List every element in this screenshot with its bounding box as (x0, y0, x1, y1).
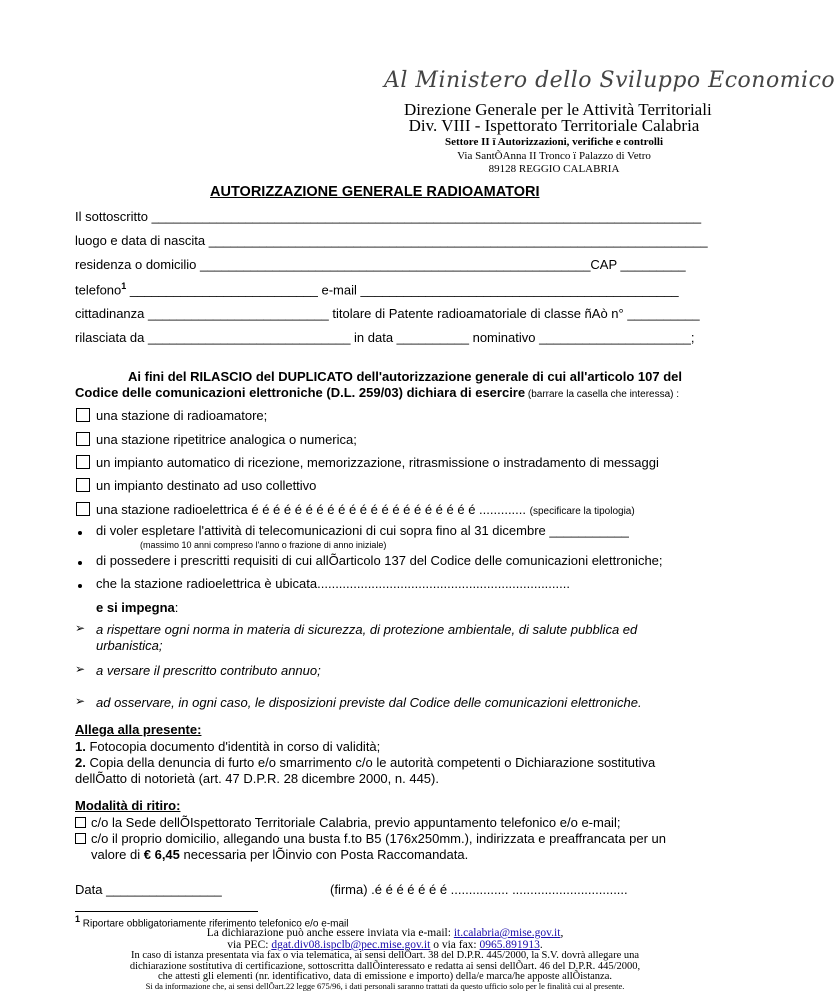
intro-line-1: Ai fini del RILASCIO del DUPLICATO dell'autorizzazione generale di cui all'articolo 107 del (128, 369, 682, 384)
footnote-separator (75, 911, 258, 912)
header-address-2: 89128 REGGIO CALABRIA (488, 163, 620, 175)
ritiro-valore-pre: valore di (91, 847, 144, 862)
intro-line-2-note: (barrare la casella che interessa) : (525, 389, 680, 400)
checkbox-label-radioelettrica (96, 502, 635, 517)
arrow-icon: ➢ (75, 662, 86, 676)
footnote-text: Riportare obbligatoriamente riferimento telefonico e/o e-mail (80, 918, 349, 930)
footer-fax-post: . (539, 939, 543, 951)
allega-item-1 (75, 739, 380, 754)
impegno-contributo: a versare il prescritto contributo annuo; (96, 663, 321, 678)
allega-item-1-text: Fotocopia documento d'identità in corso di validità; (85, 739, 381, 754)
ministry-heading: Al Ministero dello Sviluppo Economico (384, 68, 835, 93)
bullet-dot (78, 531, 82, 535)
header-sector: Settore II ï Autorizzazioni, verifiche e controlli (444, 136, 663, 148)
checkbox-ritiro-sede[interactable] (75, 817, 86, 828)
field-sottoscritto[interactable]: Il sottoscritto ____________________________________________________________________________ (75, 209, 702, 224)
impegna-label: e si impegna (96, 600, 175, 615)
impegno-sicurezza-cont: urbanistica; (96, 638, 163, 653)
header-address-1: Via SantÕAnna II Tronco ï Palazzo di Vetro (457, 150, 651, 162)
allega-item-1-num: 1. (75, 739, 86, 754)
allega-item-2-num: 2. (75, 755, 86, 770)
checkbox-label-ripetitrice: una stazione ripetitrice analogica o numerica; (96, 432, 357, 447)
checkbox-label-radioamatore: una stazione di radioamatore; (96, 408, 268, 423)
impegna-colon: : (174, 600, 179, 615)
footer-line-1 (60, 927, 710, 939)
bullet-dot (78, 584, 82, 588)
bullet-espletare: di voler espletare l'attività di telecomunicazioni di cui sopra fino al 31 dicembre ___________ (96, 523, 629, 538)
ritiro-option-sede[interactable] (75, 815, 620, 830)
checkbox-label-impianto-automatico: un impianto automatico di ricezione, memorizzazione, ritrasmissione o instradamento di messaggi (96, 455, 659, 470)
checkbox-stazione-ripetitrice[interactable] (76, 432, 90, 446)
intro-line-2-main: Codice delle comunicazioni elettroniche (D.L. 259/03) dichiara di esercire (75, 385, 526, 400)
footer-email-pre: La dichiarazione può anche essere inviata via e-mail: (206, 927, 454, 939)
header-line-1: Direzione Generale per le Attività Territoriali (404, 100, 712, 119)
header-line-2: Div. VIII - Ispettorato Territoriale Calabria (408, 116, 700, 135)
footer-fax-pre: o via fax: (430, 939, 480, 951)
bullet-espletare-note: (massimo 10 anni compreso l'anno o frazione di anno iniziale) (140, 540, 387, 550)
footer-pec-link[interactable]: dgat.div08.ispclb@pec.mise.gov.it (271, 939, 431, 951)
bullet-dot (78, 561, 82, 565)
impegno-sicurezza: a rispettare ogni norma in materia di sicurezza, di protezione ambientale, di salute pubblica ed (96, 622, 638, 637)
arrow-icon: ➢ (75, 694, 86, 708)
checkbox-stazione-radioelettrica[interactable] (76, 502, 90, 516)
ritiro-option-domicilio[interactable] (75, 831, 666, 846)
ritiro-option-domicilio-label: c/o il proprio domicilio, allegando una busta f.to B5 (176x250mm.), indirizzata e preaffrancata per un (91, 831, 666, 846)
radioelettrica-note: (specificare la tipologia) (529, 506, 635, 517)
field-cittadinanza-patente[interactable]: cittadinanza _________________________ titolare di Patente radioamatoriale di classe ñAò n° __________ (75, 306, 700, 321)
ritiro-option-sede-label: c/o la Sede dellÕIspettorato Territoriale Calabria, previo appuntamento telefonico e/o e-mail; (91, 815, 621, 830)
field-luogo-data-nascita[interactable]: luogo e data di nascita _____________________________________________________________________ (75, 233, 708, 248)
ritiro-heading: Modalità di ritiro: (75, 798, 181, 813)
footer-line-6: Si da informazione che, ai sensi dellÕart.22 legge 675/96, i dati personali saranno trattati da questo ufficio solo per le finalità cui al presente. (145, 981, 625, 991)
document-title: AUTORIZZAZIONE GENERALE RADIOAMATORI (210, 184, 540, 200)
footer-line-3: In caso di istanza presentata via fax o via telematica, ai sensi dellÕart. 38 del D.P.R. 445/2000, la S.V. dovrà allegare una (130, 950, 640, 961)
checkbox-label-impianto-collettivo: un impianto destinato ad uso collettivo (96, 478, 317, 493)
field-telefono-email[interactable] (75, 281, 679, 297)
field-rilasciata-nominativo[interactable]: rilasciata da ____________________________ in data __________ nominativo _____________________; (75, 330, 695, 345)
arrow-icon: ➢ (75, 621, 86, 635)
intro-line-2 (75, 385, 679, 400)
telefono-email-lines: __________________________ e-mail ____________________________________________ (126, 282, 679, 298)
ritiro-option-domicilio-cont (91, 847, 468, 862)
field-firma[interactable]: (firma) .é é é é é é é ................ ................................ (330, 882, 628, 897)
footer-pec-pre: via PEC: (227, 939, 272, 951)
checkbox-stazione-radioamatore[interactable] (76, 408, 90, 422)
field-data[interactable]: Data ________________ (75, 882, 222, 897)
bullet-ubicata: che la stazione radioelettrica è ubicata...................................................................... (96, 576, 570, 591)
footnote-ref: 1 (121, 281, 127, 291)
bullet-requisiti: di possedere i prescritti requisiti di cui allÕarticolo 137 del Codice delle comunicazioni elettroniche; (96, 553, 663, 568)
allega-item-2-text: Copia della denuncia di furto e/o smarrimento c/o le autorità competenti o Dichiarazione sostitutiva (85, 755, 656, 770)
impegno-codice: ad osservare, in ogni caso, le disposizioni previste dal Codice delle comunicazioni elettroniche. (96, 695, 642, 710)
telefono-label: telefono (75, 282, 122, 298)
ritiro-valore-post: necessaria per lÕinvio con Posta Raccomandata. (179, 847, 469, 862)
allega-heading: Allega alla presente: (75, 722, 202, 737)
impegna-heading (96, 600, 178, 615)
footer-line-4: dichiarazione sostitutiva di certificazione, sottoscritta dallÕinteressato e redatta ai sensi dellÕart. 46 del D.P.R. 445/2000, (129, 961, 641, 972)
field-residenza[interactable]: residenza o domicilio ______________________________________________________CAP _________ (75, 257, 686, 272)
footer-email-link[interactable]: it.calabria@mise.gov.it (453, 927, 561, 939)
checkbox-impianto-automatico[interactable] (76, 455, 90, 469)
checkbox-impianto-collettivo[interactable] (76, 478, 90, 492)
footer-line-5: che attesti gli elementi (nr. identificativo, data di emissione e importo) della/e marca/he apposte allÕistanza. (158, 971, 612, 982)
ritiro-valore-amount: € 6,45 (143, 847, 180, 862)
footer-fax-link[interactable]: 0965.891913 (479, 939, 540, 951)
checkbox-ritiro-domicilio[interactable] (75, 833, 86, 844)
allega-item-2 (75, 755, 655, 770)
footer-email-post: , (560, 927, 564, 939)
allega-item-2-cont: dellÕatto di notorietà (art. 47 D.P.R. 28 dicembre 2000, n. 445). (75, 771, 439, 786)
radioelettrica-text: una stazione radioelettrica é é é é é é é é é é é é é é é é é é é é é ............. (96, 502, 527, 517)
footnote-number: 1 (75, 914, 81, 924)
